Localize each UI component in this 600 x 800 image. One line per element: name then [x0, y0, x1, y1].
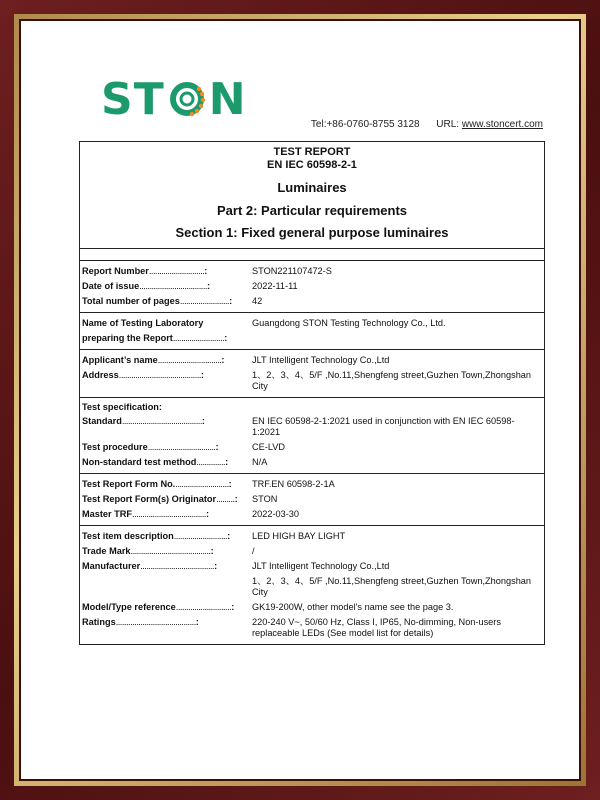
field-row	[80, 294, 544, 309]
field-label-text: preparing the Report	[82, 333, 173, 343]
section-heading: Test specification:	[82, 402, 162, 412]
report-section	[80, 261, 544, 313]
field-label-leader: ....................................	[140, 561, 215, 571]
field-row	[80, 574, 544, 600]
field-label	[80, 355, 250, 366]
field-colon: :	[229, 296, 233, 306]
field-row	[80, 316, 544, 331]
field-colon: :	[204, 266, 208, 276]
field-row	[80, 414, 544, 440]
field-colon: :	[228, 479, 232, 489]
frame-inner-border	[19, 19, 581, 781]
field-label	[80, 266, 250, 277]
field-label	[80, 617, 250, 639]
field-label-leader: .......................................	[121, 416, 202, 426]
field-row	[80, 279, 544, 294]
field-value: TRF.EN 60598-2-1A	[252, 479, 335, 489]
report-page	[21, 21, 579, 779]
field-colon: :	[231, 602, 235, 612]
field-value: STON	[252, 494, 278, 504]
field-row	[80, 559, 544, 574]
field-label	[80, 546, 250, 557]
field-row	[80, 600, 544, 615]
field-label	[80, 509, 250, 520]
logo-wordmark: ST N	[101, 73, 247, 125]
field-colon: :	[195, 617, 199, 627]
field-value: 2022-11-11	[252, 281, 298, 291]
report-section	[80, 313, 544, 350]
field-row	[80, 331, 544, 346]
field-value	[250, 333, 544, 344]
field-row	[80, 353, 544, 368]
field-label-leader: ...........................	[175, 602, 232, 612]
field-colon: :	[200, 370, 204, 380]
field-label-text: Date of issue	[82, 281, 140, 291]
field-row	[80, 615, 544, 641]
field-value: 42	[252, 296, 263, 306]
field-value: STON221107472-S	[252, 266, 332, 276]
field-label-text: Test Report Form No.	[82, 479, 176, 489]
field-row	[80, 492, 544, 507]
field-row	[80, 455, 544, 470]
report-table	[79, 141, 545, 645]
field-colon: :	[221, 355, 225, 365]
field-value: 2022-03-30	[252, 509, 299, 519]
field-label-leader: ....................................	[132, 509, 206, 519]
field-label-text: Standard	[82, 416, 122, 426]
field-label-text: Applicant’s name	[82, 355, 158, 365]
field-label	[80, 602, 250, 613]
field-label-leader: ........................	[179, 296, 230, 306]
title-part: Part 2: Particular requirements	[216, 203, 408, 218]
field-label-text: Test procedure	[82, 442, 148, 452]
field-colon: :	[206, 281, 210, 291]
url-label: URL:	[436, 119, 460, 130]
field-label	[80, 318, 250, 329]
report-section	[80, 398, 544, 474]
report-section	[80, 474, 544, 526]
field-label	[80, 296, 250, 307]
field-label-text: Test Report Form(s) Originator	[82, 494, 217, 504]
field-value: CE-LVD	[252, 442, 286, 452]
field-label-text: Ratings	[82, 617, 116, 627]
field-colon: :	[215, 442, 219, 452]
field-label	[80, 442, 250, 453]
field-colon: :	[205, 509, 209, 519]
spacer-row	[80, 249, 544, 261]
field-label	[80, 416, 250, 438]
field-value: N/A	[252, 457, 268, 467]
title-block	[80, 142, 544, 249]
field-label-text: Name of Testing Laboratory	[82, 318, 204, 328]
field-row	[80, 507, 544, 522]
field-value: /	[252, 546, 255, 556]
field-label-leader: .......................................	[130, 546, 211, 556]
field-label	[80, 576, 250, 598]
field-value: LED HIGH BAY LIGHT	[252, 531, 346, 541]
field-colon: :	[225, 457, 229, 467]
field-label-leader: ..............	[196, 457, 226, 467]
tel-label: Tel:	[310, 119, 327, 130]
report-sections	[80, 261, 544, 644]
field-label	[80, 561, 250, 572]
field-colon: :	[214, 561, 218, 571]
field-label-leader: ..........................	[173, 531, 228, 541]
field-label-text: Trade Mark	[82, 546, 131, 556]
field-label-leader: .......................................	[115, 617, 196, 627]
field-colon: :	[227, 531, 231, 541]
field-row	[80, 477, 544, 492]
field-label-leader: ...............................	[157, 355, 222, 365]
field-colon: :	[224, 333, 228, 343]
field-label-leader: ...........................	[148, 266, 205, 276]
field-label	[80, 281, 250, 292]
field-row	[80, 368, 544, 394]
field-label-leader: .........	[216, 494, 235, 504]
title-section: Section 1: Fixed general purpose luminaires	[175, 225, 449, 240]
field-value: EN IEC 60598-2-1:2021 used in conjunction with EN IEC 60598-1:2021	[252, 416, 515, 437]
title-test-report: TEST REPORT	[273, 146, 351, 158]
field-value: JLT Intelligent Technology Co.,Ltd	[252, 561, 390, 571]
field-label	[80, 457, 250, 468]
field-label-text: Model/Type reference	[82, 602, 176, 612]
field-value: 1、2、3、4、5/F ,No.11,Shengfeng street,Guzhen Town,Zhongshan City	[252, 576, 532, 597]
field-label-leader: .........................	[172, 333, 225, 343]
contact-line	[311, 119, 543, 130]
field-label	[80, 370, 250, 392]
field-label-leader: ........................................	[118, 370, 201, 380]
field-label	[80, 531, 250, 542]
field-label	[80, 494, 250, 505]
field-value: 1、2、3、4、5/F ,No.11,Shengfeng street,Guzhen Town,Zhongshan City	[252, 370, 532, 391]
field-colon: :	[201, 416, 205, 426]
tel-value: +86-0760-8755 3128	[326, 119, 420, 130]
field-label	[80, 479, 250, 490]
field-row	[80, 440, 544, 455]
field-label-text: Non-standard test method	[82, 457, 197, 467]
field-label-leader: .................................	[147, 442, 216, 452]
title-luminaires: Luminaires	[277, 180, 347, 195]
frame-gold-border	[14, 14, 586, 786]
field-row	[80, 264, 544, 279]
logo-o-dotted-icon	[167, 79, 207, 119]
report-section	[80, 350, 544, 398]
field-label-text: Address	[82, 370, 119, 380]
report-section	[80, 526, 544, 644]
title-standard: EN IEC 60598-2-1	[267, 159, 357, 171]
field-label-text: Test item description	[82, 531, 174, 541]
field-label-text: Report Number	[82, 266, 149, 276]
field-label-leader: ..........................	[175, 479, 229, 489]
field-colon: :	[234, 494, 238, 504]
field-label-text: Master TRF	[82, 509, 133, 519]
field-row	[80, 529, 544, 544]
field-label	[80, 333, 250, 344]
field-row	[80, 544, 544, 559]
field-label-text: Total number of pages	[82, 296, 180, 306]
ston-logo	[101, 71, 247, 127]
field-label-leader: .................................	[139, 281, 207, 291]
field-value: Guangdong STON Testing Technology Co., Ltd.	[252, 318, 446, 328]
field-colon: :	[210, 546, 214, 556]
field-value: GK19-200W, other model's name see the page 3.	[252, 602, 454, 612]
url-link[interactable]: www.stoncert.com	[461, 119, 543, 130]
field-value: 220-240 V~, 50/60 Hz, Class I, IP65, No-dimming, Non-users replaceable LEDs (See model list for details)	[252, 617, 501, 638]
field-label-text: Manufacturer	[82, 561, 141, 571]
field-value: JLT Intelligent Technology Co.,Ltd	[252, 355, 390, 365]
